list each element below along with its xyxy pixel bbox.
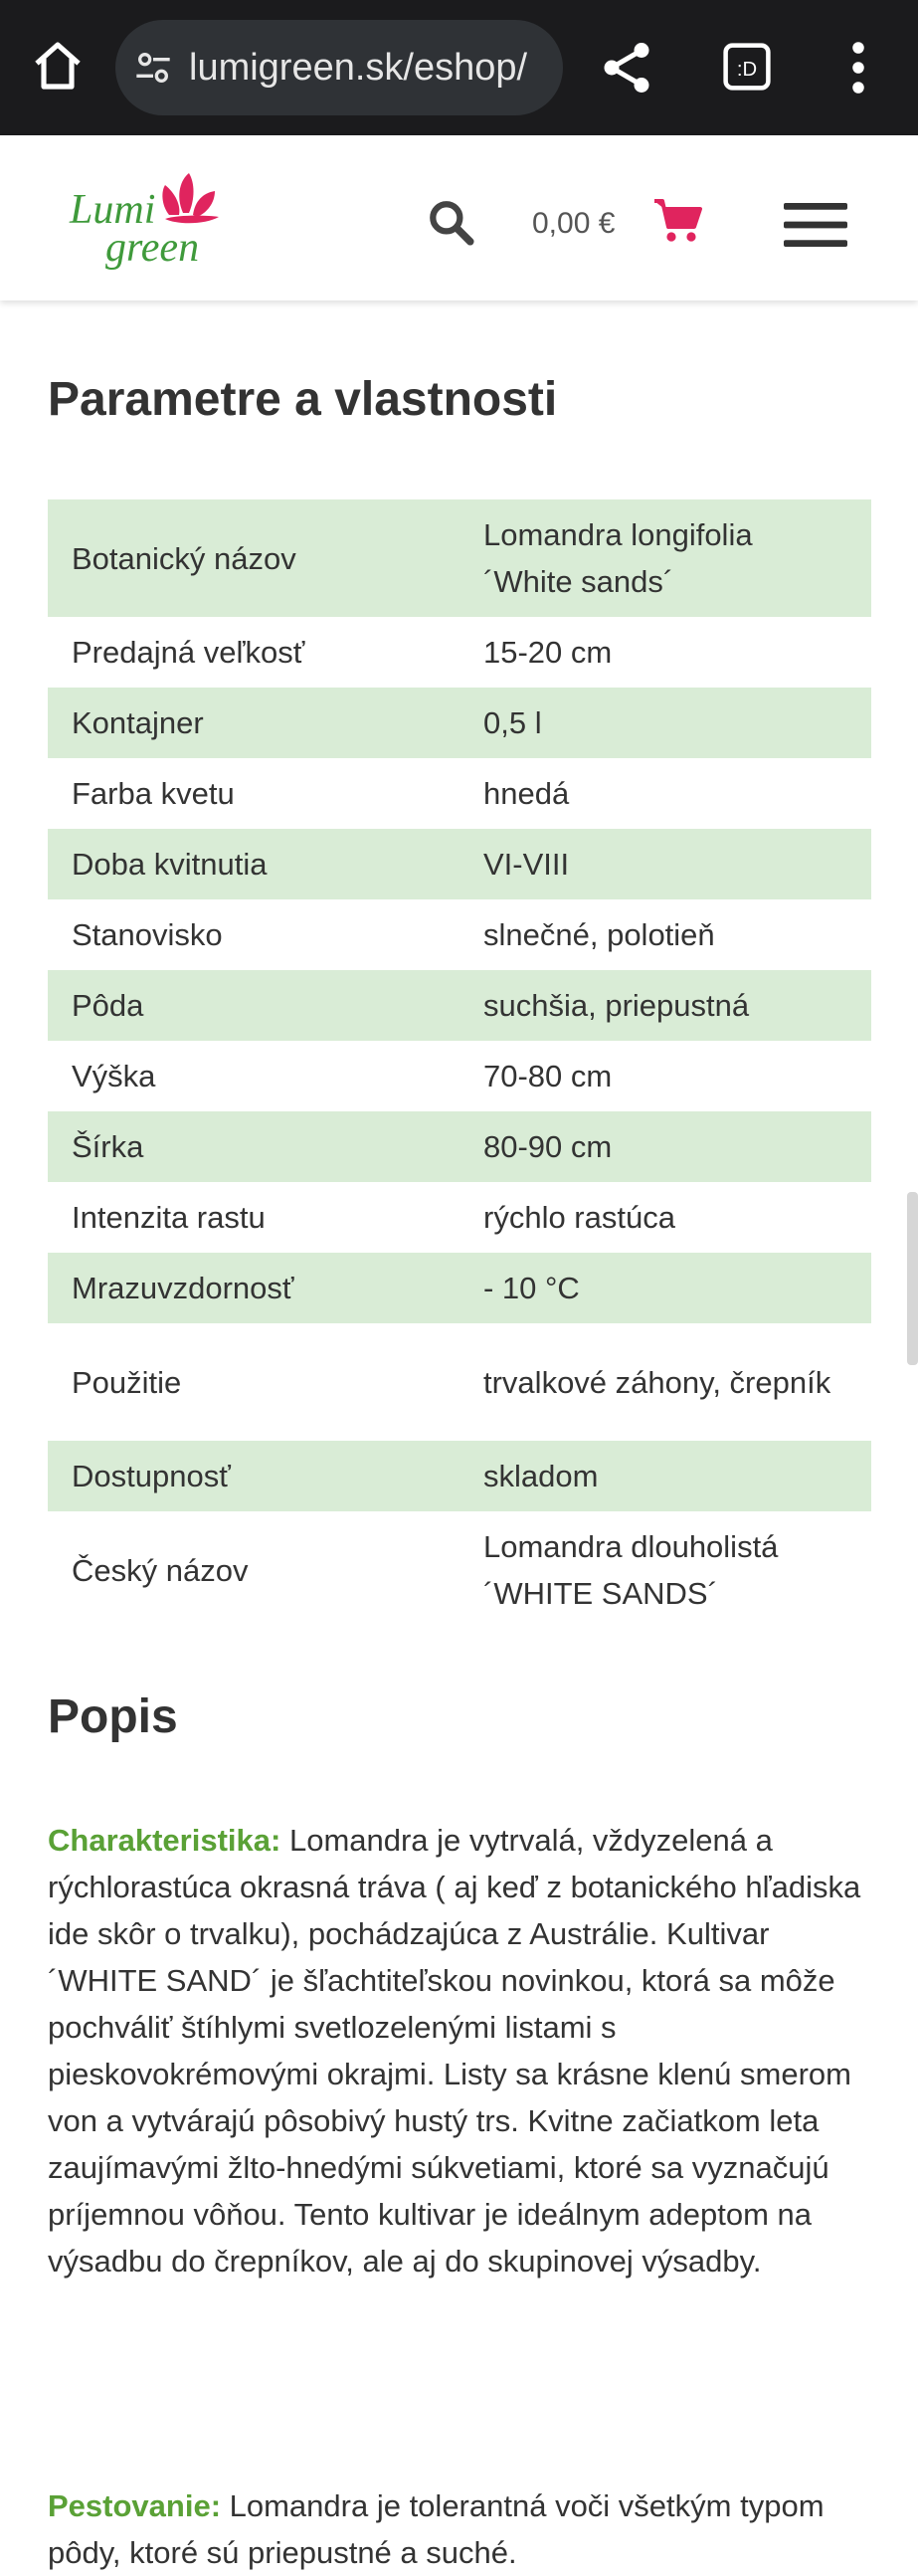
table-row <box>48 1323 871 1441</box>
param-value: 80-90 cm <box>459 1111 871 1182</box>
table-row <box>48 617 871 688</box>
logo-text-green: green <box>105 225 200 271</box>
table-row <box>48 1182 871 1253</box>
table-row <box>48 829 871 899</box>
param-value: suchšia, priepustná <box>459 970 871 1041</box>
param-key: Výška <box>72 1059 156 1093</box>
param-key: Šírka <box>48 1111 459 1182</box>
param-value: 15-20 cm <box>483 635 613 670</box>
param-value: Lomandra dlouholistá ´WHITE SANDS´ <box>483 1529 779 1611</box>
more-icon[interactable] <box>843 38 873 98</box>
scrollbar-thumb[interactable] <box>907 1192 918 1365</box>
description-heading: Popis <box>48 1690 178 1743</box>
table-row <box>48 499 871 617</box>
param-key: Použitie <box>72 1364 182 1400</box>
url-text[interactable]: lumigreen.sk/eshop/ <box>189 46 528 89</box>
params-heading: Parametre a vlastnosti <box>48 373 558 426</box>
param-key: Kontajner <box>48 688 459 758</box>
param-value: Lomandra longifolia ´White sands´ <box>459 499 871 617</box>
param-value: 70-80 cm <box>483 1059 613 1093</box>
logo-text-lumi: Lumi <box>70 187 156 233</box>
params-table <box>48 499 871 1629</box>
param-key: Český názov <box>72 1552 249 1588</box>
characteristics-paragraph <box>48 1817 873 2284</box>
param-value: VI-VIII <box>459 829 871 899</box>
table-row <box>48 1253 871 1323</box>
cart-icon[interactable] <box>652 197 704 245</box>
table-row <box>48 1041 871 1111</box>
tab-count: :D <box>736 59 758 81</box>
browser-toolbar <box>0 0 918 135</box>
table-row <box>48 970 871 1041</box>
cultivation-label: Pestovanie: <box>48 2488 222 2523</box>
search-icon[interactable] <box>426 197 475 247</box>
param-key: Pôda <box>48 970 459 1041</box>
table-row <box>48 899 871 970</box>
param-key: Intenzita rastu <box>72 1200 266 1235</box>
address-bar[interactable] <box>115 20 563 115</box>
home-icon[interactable] <box>30 38 86 94</box>
param-key: Stanovisko <box>72 917 223 952</box>
characteristics-text: Lomandra je vytrvalá, vždyzelená a rýchlorastúca okrasná tráva ( aj keď z botanického hľadiska ide skôr o trvalku), pochádzajúca z Austrálie. Kultivar ´WHITE SAND´ je šľachtiteľskou novinkou, ktorá sa môže pochváliť štíhlymi svetlozelenými listami s pieskovokrémovými okrajmi. Listy sa krásne klenú smerom von a vytvárajú pôsobivý hustý trs. Kvitne začiatkom leta zaujímavými žlto-hnedými súkvetiami, ktoré sa vyznačujú príjemnou vôňou. Tento kultivar je ideálnym adeptom na výsadbu do črepníkov, ale aj do skupinovej výsadby. <box>48 1823 861 2279</box>
param-key: Farba kvetu <box>72 776 235 811</box>
param-key: Mrazuvzdornosť <box>48 1253 459 1323</box>
param-value: rýchlo rastúca <box>483 1200 675 1235</box>
lotus-icon <box>162 173 219 223</box>
tab-switcher-icon[interactable] <box>720 40 774 94</box>
table-row <box>48 1111 871 1182</box>
lumigreen-logo[interactable] <box>66 165 235 275</box>
cultivation-paragraph <box>48 2482 873 2576</box>
hamburger-menu-icon[interactable] <box>784 203 847 247</box>
param-value: 0,5 l <box>459 688 871 758</box>
param-key: Dostupnosť <box>48 1441 459 1511</box>
table-row <box>48 1511 871 1629</box>
tune-icon[interactable] <box>133 48 173 88</box>
cultivation-text: Lomandra je tolerantná voči všetkým typom pôdy, ktoré sú priepustné a suché. <box>48 2488 825 2570</box>
param-value: skladom <box>459 1441 871 1511</box>
param-value: trvalkové záhony, črepník <box>483 1364 831 1400</box>
param-value: hnedá <box>483 776 570 811</box>
characteristics-label: Charakteristika: <box>48 1823 281 1858</box>
param-value: - 10 °C <box>459 1253 871 1323</box>
param-key: Doba kvitnutia <box>48 829 459 899</box>
share-icon[interactable] <box>597 38 656 98</box>
table-row <box>48 1441 871 1511</box>
param-key: Botanický názov <box>48 499 459 617</box>
site-header <box>0 135 918 300</box>
table-row <box>48 758 871 829</box>
param-value: slnečné, polotieň <box>483 917 715 952</box>
param-key: Predajná veľkosť <box>72 635 305 670</box>
cart-total[interactable]: 0,00 € <box>532 207 616 240</box>
table-row <box>48 688 871 758</box>
